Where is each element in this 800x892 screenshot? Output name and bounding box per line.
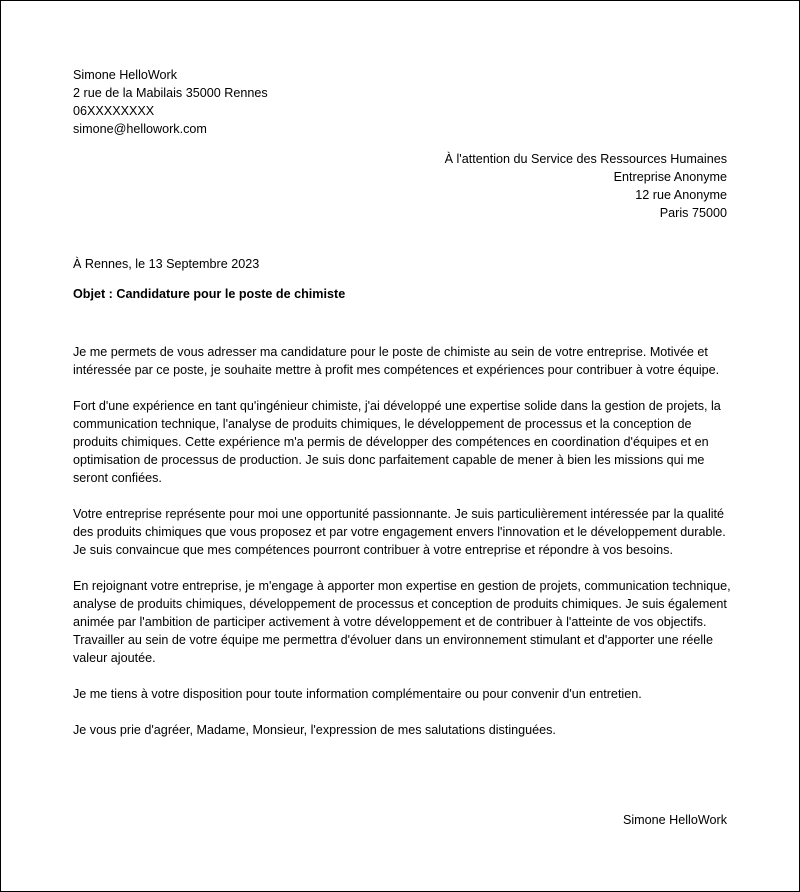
letter-body (73, 343, 733, 757)
body-paragraph: Je vous prie d'agréer, Madame, Monsieur, l'expression de mes salutations distinguées. (73, 723, 556, 737)
recipient-street: 12 rue Anonyme (635, 188, 727, 202)
sender-phone: 06XXXXXXXX (73, 104, 155, 118)
body-paragraph: En rejoignant votre entreprise, je m'engage à apporter mon expertise en gestion de projets, communication technique, analyse de produits chimiques, développement de processus et conception de produits chimiques. Je suis également animée par l'ambition de participer activement à votre développement et de contribuer à l'atteinte de vos objectifs. Travailler au sein de votre équipe me permettra d'évoluer dans un environnement stimulant et d'apporter une réelle valeur ajoutée. (73, 579, 731, 665)
body-paragraph: Je me permets de vous adresser ma candidature pour le poste de chimiste au sein de votre entreprise. Motivée et intéressée par ce poste, je souhaite mettre à profit mes compétences et expériences pour contribuer à votre équipe. (73, 345, 720, 377)
recipient-city: Paris 75000 (659, 206, 727, 220)
sender-name: Simone HelloWork (73, 68, 178, 82)
signature: Simone HelloWork (622, 813, 727, 827)
recipient-company: Entreprise Anonyme (613, 170, 727, 184)
subject-line: Objet : Candidature pour le poste de chimiste (73, 287, 346, 301)
sender-block (73, 66, 473, 138)
body-paragraph: Fort d'une expérience en tant qu'ingénieur chimiste, j'ai développé une expertise solide dans la gestion de projets, la communication technique, l'analyse de produits chimiques, le développement de processus et la conception de produits chimiques. Cette expérience m'a permis de développer des compétences en coordination d'équipes et en optimisation de processus de production. Je suis donc parfaitement capable de mener à bien les missions qui me seront confiées. (73, 399, 721, 485)
body-paragraph: Je me tiens à votre disposition pour toute information complémentaire ou pour convenir d'un entretien. (73, 687, 642, 701)
date-line: À Rennes, le 13 Septembre 2023 (73, 257, 260, 271)
recipient-attention: À l'attention du Service des Ressources Humaines (444, 152, 727, 166)
sender-address: 2 rue de la Mabilais 35000 Rennes (73, 86, 268, 100)
recipient-block (227, 150, 727, 222)
sender-email: simone@hellowork.com (73, 122, 207, 136)
body-paragraph: Votre entreprise représente pour moi une opportunité passionnante. Je suis particulièrement intéressée par la qualité des produits chimiques que vous proposez et par votre engagement envers l'innovation et le développement durable. Je suis convaincue que mes compétences pourront contribuer à votre entreprise et répondre à vos besoins. (73, 507, 726, 557)
